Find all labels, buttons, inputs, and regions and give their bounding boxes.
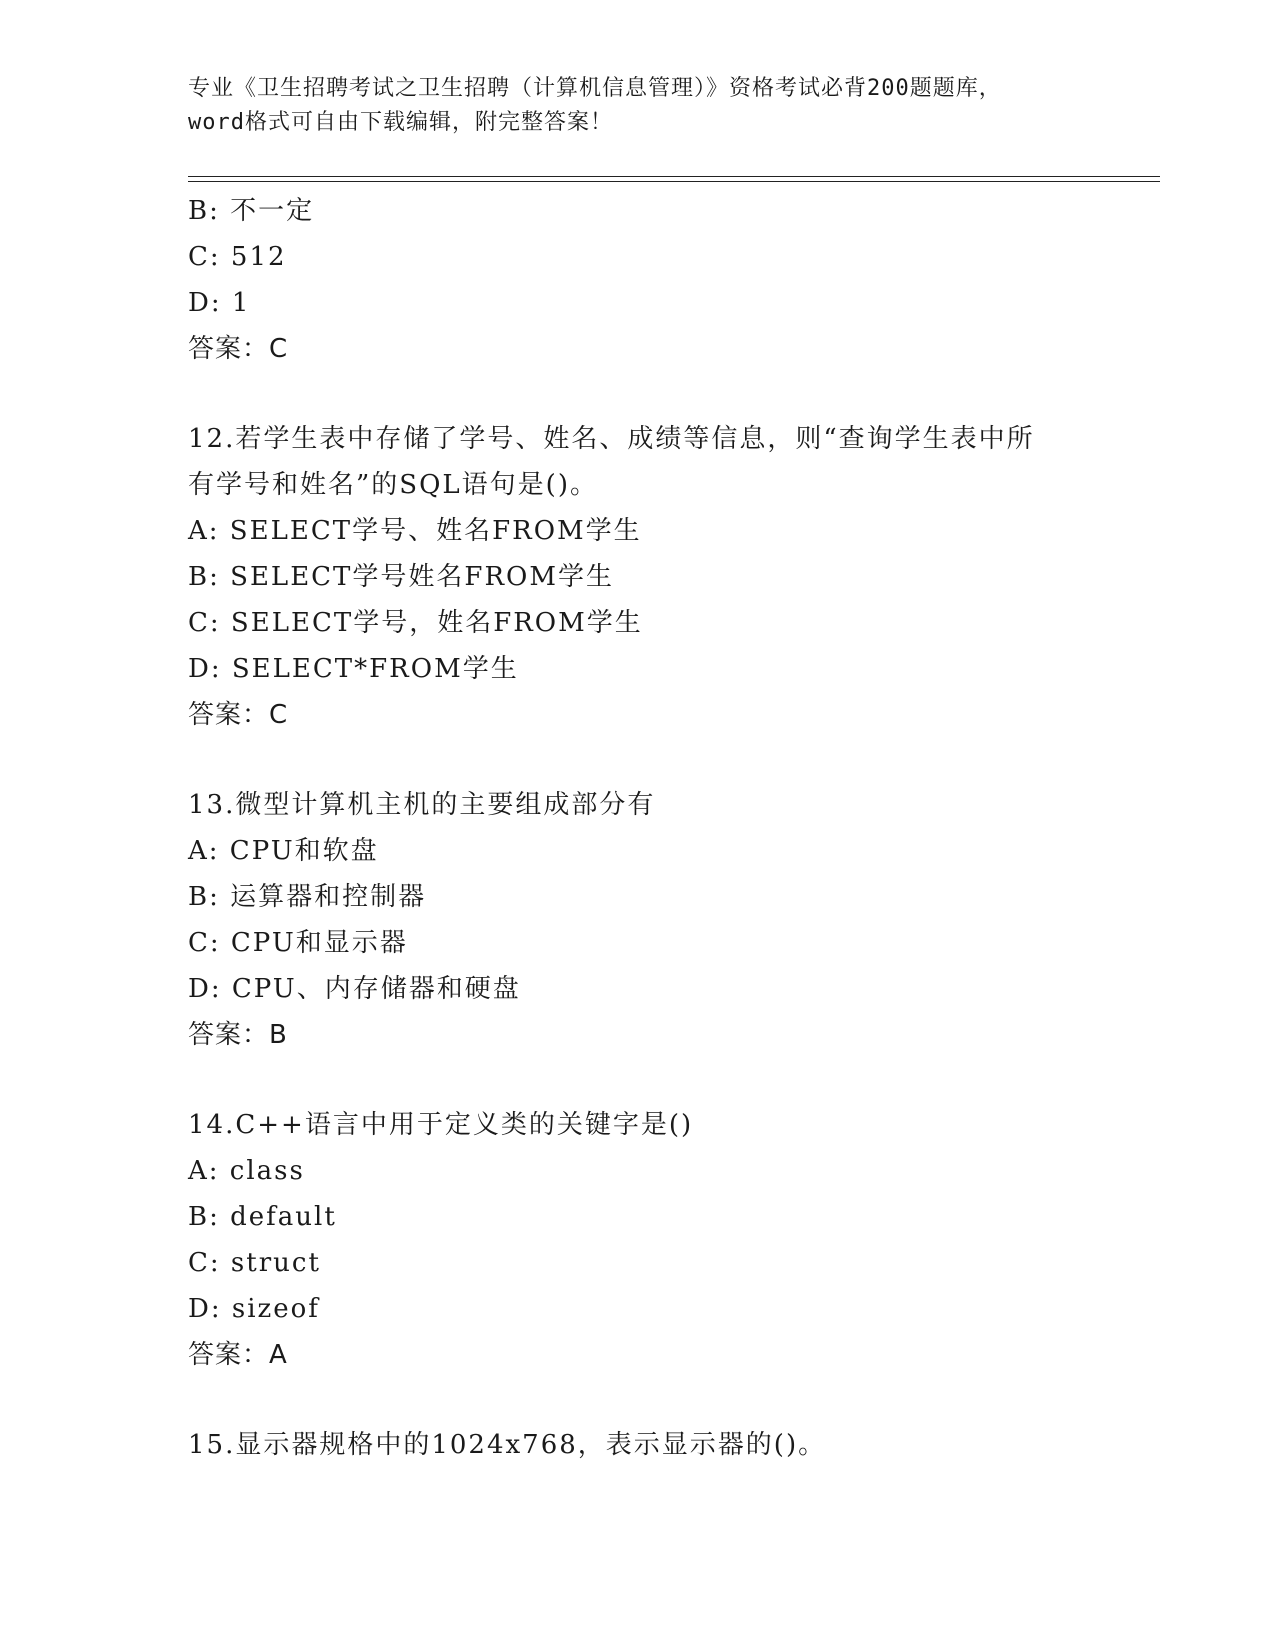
option-c: C: 512: [188, 242, 287, 272]
option-c: C: struct: [188, 1248, 321, 1278]
question-15: [188, 1422, 1088, 1468]
question-stem: 13.微型计算机主机的主要组成部分有: [188, 790, 656, 820]
option-c: C: SELECT学号，姓名FROM学生: [188, 608, 643, 638]
option-b: B: 不一定: [188, 196, 315, 226]
option-d: D: sizeof: [188, 1294, 320, 1324]
option-a: A: CPU和软盘: [188, 836, 379, 866]
question-stem: 12.若学生表中存储了学号、姓名、成绩等信息，则“查询学生表中所: [188, 424, 1035, 454]
header-line-1: 专业《卫生招聘考试之卫生招聘（计算机信息管理）》资格考试必背200题题库，: [188, 76, 1002, 101]
option-d: D: CPU、内存储器和硬盘: [188, 974, 521, 1004]
option-d: D: 1: [188, 288, 251, 318]
question-13: [188, 782, 1088, 1058]
answer: 答案：C: [188, 334, 289, 364]
header-line-2: word格式可自由下载编辑，附完整答案！: [188, 110, 613, 135]
header-divider-bottom: [188, 181, 1160, 182]
answer: 答案：A: [188, 1340, 288, 1370]
answer: 答案：B: [188, 1020, 288, 1050]
answer: 答案：C: [188, 700, 289, 730]
question-list: [188, 188, 1088, 1468]
header-divider-top: [188, 176, 1160, 177]
question-11-continued: [188, 188, 1088, 372]
question-14: [188, 1102, 1088, 1378]
option-b: B: SELECT学号姓名FROM学生: [188, 562, 614, 592]
question-stem: 15.显示器规格中的1024x768，表示显示器的()。: [188, 1430, 827, 1460]
option-d: D: SELECT*FROM学生: [188, 654, 519, 684]
question-stem: 有学号和姓名”的SQL语句是()。: [188, 470, 598, 500]
option-a: A: class: [188, 1156, 305, 1186]
document-header: [188, 72, 1088, 140]
option-c: C: CPU和显示器: [188, 928, 408, 958]
question-stem: 14.C++语言中用于定义类的关键字是(): [188, 1110, 694, 1140]
option-a: A: SELECT学号、姓名FROM学生: [188, 516, 642, 546]
option-b: B: default: [188, 1202, 337, 1232]
question-12: [188, 416, 1088, 738]
option-b: B: 运算器和控制器: [188, 882, 427, 912]
